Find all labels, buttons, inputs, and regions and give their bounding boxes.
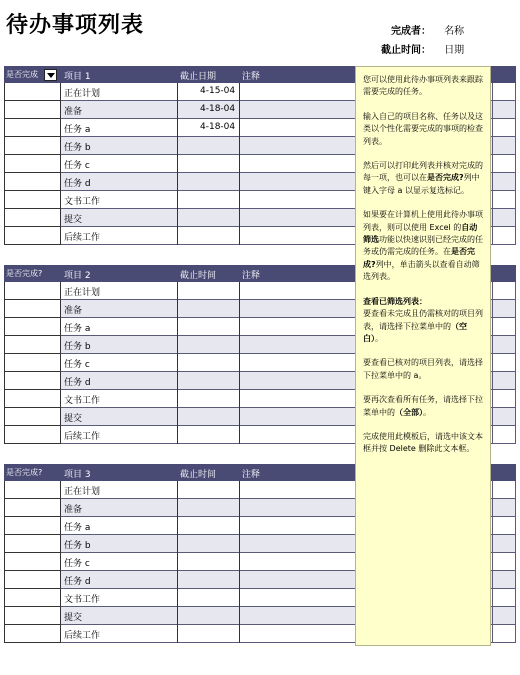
task-name[interactable]: 文书工作 — [64, 595, 101, 605]
column-divider — [492, 481, 493, 643]
task-name[interactable]: 任务 b — [64, 143, 91, 153]
task-name[interactable]: 任务 c — [64, 559, 90, 569]
column-divider — [239, 282, 240, 444]
note-paragraph-customize: 输入自己的项目名称、任务以及这类以个性化需要完成的事项的检查列表。 — [363, 111, 483, 146]
note-heading-filtered: 查看已筛选列表： — [363, 296, 427, 306]
note-paragraph-delete: 完成使用此模板后，请选中该文本框并按 Delete 删除此文本框。 — [363, 431, 483, 454]
done-by-row — [375, 22, 464, 37]
column-header-note: 注释 — [242, 72, 261, 82]
note-paragraph-autofilter: 如果要在计算机上使用此待办事项列表，则可以使用 Excel 的自动筛选功能以快速识别已经完成的任务或仍需完成的任务。在是否完成?列中，单击箭头以查看自动筛选列表。 — [363, 210, 483, 282]
task-name[interactable]: 后续工作 — [64, 631, 101, 641]
task-name[interactable]: 任务 d — [64, 577, 91, 587]
column-divider — [492, 282, 493, 444]
done-cell[interactable] — [5, 372, 60, 390]
page-title: 待办事项列表 — [6, 13, 145, 38]
task-name[interactable]: 提交 — [64, 613, 83, 623]
column-divider — [515, 282, 516, 444]
column-divider — [239, 83, 240, 245]
done-cell[interactable] — [5, 318, 60, 336]
done-cell[interactable] — [5, 209, 60, 227]
column-header-note: 注释 — [242, 470, 261, 480]
done-cell[interactable] — [5, 191, 60, 209]
done-cell[interactable] — [5, 155, 60, 173]
done-cell[interactable] — [5, 83, 60, 101]
done-cell[interactable] — [5, 553, 60, 571]
task-name[interactable]: 任务 b — [64, 342, 91, 352]
done-cell[interactable] — [5, 282, 60, 300]
column-header-date: 截止日期 — [180, 72, 217, 82]
done-cell[interactable] — [5, 426, 60, 444]
done-cell[interactable] — [5, 173, 60, 191]
task-name[interactable]: 提交 — [64, 215, 83, 225]
task-name[interactable]: 任务 c — [64, 360, 90, 370]
done-cell[interactable] — [5, 354, 60, 372]
task-name[interactable]: 任务 c — [64, 161, 90, 171]
task-name[interactable]: 提交 — [64, 414, 83, 424]
task-name[interactable]: 任务 b — [64, 541, 91, 551]
instructions-textbox[interactable] — [355, 66, 491, 646]
task-name[interactable]: 任务 d — [64, 378, 91, 388]
column-header-item: 项目 1 — [64, 72, 91, 82]
task-name[interactable]: 任务 d — [64, 179, 91, 189]
column-header-item: 项目 3 — [64, 470, 91, 480]
task-name[interactable]: 正在计划 — [64, 487, 101, 497]
column-divider — [492, 83, 493, 245]
note-paragraph-blank: 要查看未完成且仍需核对的项目列表，请选择下拉菜单中的（空白）。 — [363, 309, 483, 343]
task-name[interactable]: 准备 — [64, 107, 83, 117]
done-column — [4, 83, 61, 245]
done-cell[interactable] — [5, 336, 60, 354]
column-divider — [239, 481, 240, 643]
column-divider — [515, 481, 516, 643]
task-name[interactable]: 任务 a — [64, 523, 91, 533]
done-cell[interactable] — [5, 517, 60, 535]
done-cell[interactable] — [5, 227, 60, 245]
done-cell[interactable] — [5, 499, 60, 517]
done-cell[interactable] — [5, 119, 60, 137]
due-date[interactable]: 4-18-04 — [200, 122, 236, 132]
task-name[interactable]: 文书工作 — [64, 197, 101, 207]
column-header-done: 是否完成? — [6, 269, 43, 278]
note-paragraph-print: 然后可以打印此列表并核对完成的每一项，也可以在是否完成?列中键入字母 a 以显示复选标记。 — [363, 161, 483, 195]
task-name[interactable]: 准备 — [64, 505, 83, 515]
task-name[interactable]: 后续工作 — [64, 233, 101, 243]
task-name[interactable]: 后续工作 — [64, 432, 101, 442]
column-header-done: 是否完成 — [6, 70, 38, 79]
column-divider — [515, 83, 516, 245]
done-column — [4, 282, 61, 444]
task-name[interactable]: 文书工作 — [64, 396, 101, 406]
task-name[interactable]: 正在计划 — [64, 89, 101, 99]
task-name[interactable]: 正在计划 — [64, 288, 101, 298]
column-divider — [177, 481, 178, 643]
column-header-item: 项目 2 — [64, 271, 91, 281]
done-cell[interactable] — [5, 390, 60, 408]
due-date[interactable]: 4-15-04 — [200, 86, 236, 96]
note-paragraph-intro: 您可以使用此待办事项列表来跟踪需要完成的任务。 — [363, 75, 483, 97]
done-cell[interactable] — [5, 589, 60, 607]
done-cell[interactable] — [5, 137, 60, 155]
column-header-note: 注释 — [242, 271, 261, 281]
task-name[interactable]: 任务 a — [64, 324, 91, 334]
done-by-label: 完成者： — [391, 26, 431, 37]
done-by-value[interactable]: 名称 — [444, 26, 465, 37]
done-cell[interactable] — [5, 607, 60, 625]
done-cell[interactable] — [5, 625, 60, 643]
deadline-value[interactable]: 日期 — [444, 45, 465, 56]
done-cell[interactable] — [5, 300, 60, 318]
deadline-label: 截止时间： — [381, 45, 431, 56]
task-name[interactable]: 任务 a — [64, 125, 91, 135]
note-paragraph-checked: 要查看已核对的项目列表，请选择下拉菜单中的 a。 — [363, 358, 483, 380]
done-cell[interactable] — [5, 101, 60, 119]
column-divider — [177, 83, 178, 245]
column-header-date: 截止时间 — [180, 271, 217, 281]
column-header-done: 是否完成? — [6, 468, 43, 477]
done-cell[interactable] — [5, 408, 60, 426]
deadline-row — [363, 41, 464, 56]
dropdown-arrow-icon[interactable] — [44, 69, 57, 81]
done-cell[interactable] — [5, 481, 60, 499]
done-cell[interactable] — [5, 571, 60, 589]
column-header-date: 截止时间 — [180, 470, 217, 480]
due-date[interactable]: 4-18-04 — [200, 104, 236, 114]
column-divider — [177, 282, 178, 444]
done-column — [4, 481, 61, 643]
task-name[interactable]: 准备 — [64, 306, 83, 316]
done-cell[interactable] — [5, 535, 60, 553]
note-paragraph-all: 要再次查看所有任务，请选择下拉菜单中的（全部）。 — [363, 395, 483, 417]
